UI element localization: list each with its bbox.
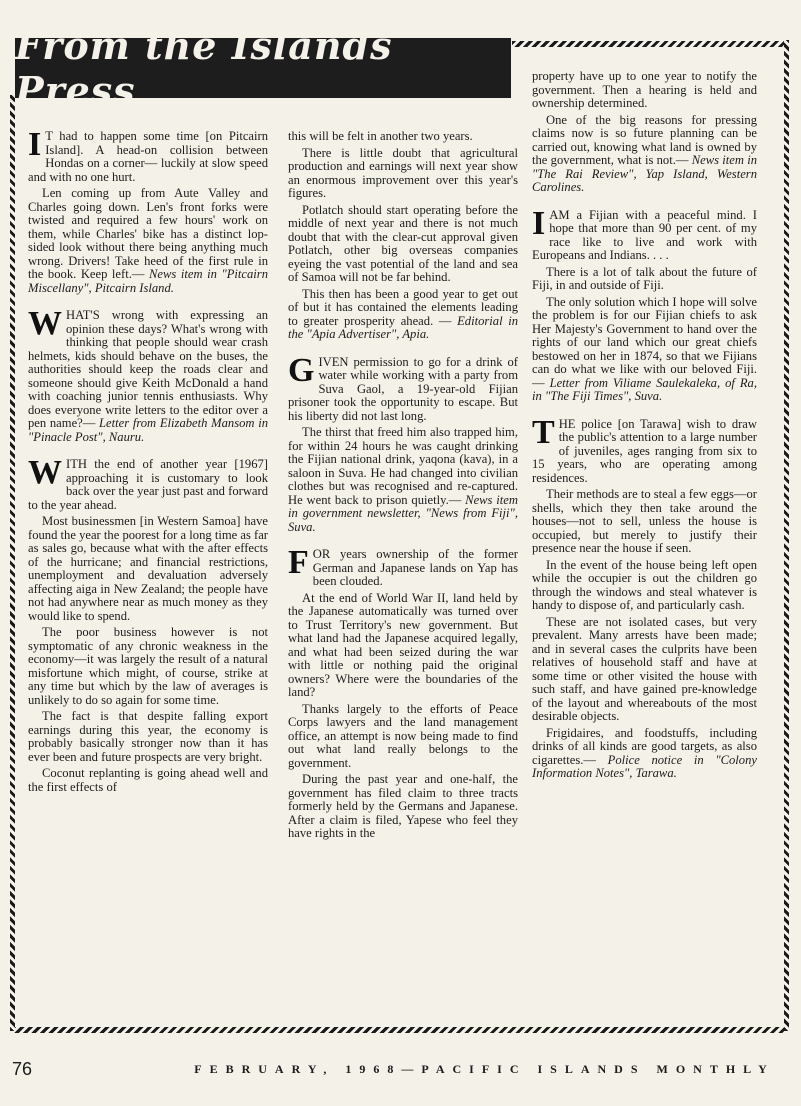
paragraph (532, 488, 757, 556)
paragraph-text: this will be felt in another two years. (288, 129, 473, 143)
drop-cap: W (28, 454, 62, 491)
paragraph-text: During the past year and one-half, the government has filed claim to three tracts formerly held by the Germans and Japanese. After a claim is filed, Yapese who feel they have rights in the (288, 772, 518, 840)
rope-border-bottom (12, 1027, 787, 1033)
paragraph (28, 305, 268, 444)
paragraph-text: There is a lot of talk about the future of Fiji, in and outside of Fiji. (532, 264, 757, 292)
paragraph (28, 626, 268, 707)
section-banner (15, 23, 511, 113)
drop-cap: I (532, 204, 546, 242)
source-credit: Editorial in the "Apia Advertiser", Apia. (288, 313, 518, 341)
paragraph-text: Thanks largely to the efforts of Peace Corps lawyers and the land management office, an attempt is now being made to find out what land really belongs to the government. (288, 701, 518, 770)
paragraph-text: IVEN permission to go for a drink of water while working with a party from Suva Gaol, a 19-year-old Fijian prisoner took the opportunity to escape. But his liberty did not last long. (288, 354, 518, 423)
source-credit: News item in government newsletter, "News from Fiji", Suva. (288, 492, 518, 534)
paragraph-text: AM a Fijian with a peaceful mind. I hope that more than 90 per cent. of my race like to live and work with Europeans and Indians. . . . (532, 207, 757, 262)
paragraph-text: At the end of World War II, land held by the Japanese automatically was turned over to Trust Territory's new government. But what land had the Japanese acquired legally, and what had been seized during the war with little or nothing paid the original owners? Where were the boundaries of the land? (288, 590, 518, 699)
paragraph-text: Coconut replanting is going ahead well and the first effects of (28, 766, 268, 794)
paragraph (532, 727, 757, 781)
paragraph (288, 703, 518, 771)
source-credit: Police notice in "Colony Information Notes", Tarawa. (532, 752, 757, 780)
drop-cap: F (288, 544, 309, 581)
paragraph (532, 413, 757, 486)
column-1 (28, 126, 269, 808)
paragraph (288, 544, 518, 589)
paragraph-text: This then has been a good year to get out of but it has contained the elements leading to greater prosperity ahead. — (288, 286, 518, 328)
news-item (532, 204, 758, 404)
paragraph-text: Most businessmen [in Western Samoa] have found the year the poorest for a long time as far as sales go, because what with the after effects of the hurricane; and financial restrictions, unemployment and devaluation adversely affecting aiga in New Zealand; the people have not had anywhere near as much money as they would like to spend. (28, 514, 268, 623)
paragraph-text: HAT'S wrong with expressing an opinion these days? What's wrong with thinking that people should wear crash helmets, kids should behave on the buses, the authorities should keep the roads clear and someone should give Keith McDonald a hand with coaching junior tennis enthusiasts. Why does everyone write letters to the editor over a pen name?— (28, 308, 268, 430)
paragraph (288, 288, 518, 342)
paragraph (532, 616, 757, 724)
paragraph-text: T had to happen some time [on Pitcairn Island]. A head-on collision between Hondas on a corner— luckily at slow speed and with no one hurt. (28, 129, 268, 184)
paragraph (532, 70, 757, 111)
paragraph-text: HE police [on Tarawa] wish to draw the public's attention to a large number of juveniles, ages ranging from six to 15 years, who are operating among residences. (532, 416, 757, 485)
news-item (28, 126, 269, 295)
news-item (532, 413, 757, 781)
paragraph (288, 351, 518, 424)
paragraph-text: The poor business however is not symptomatic of any chronic weakness in the economy—it was largely the result of a natural misfortune which might, of course, strike at any time but which by the law of averages is unlikely to do so again for some time. (28, 625, 268, 707)
paragraph (532, 114, 757, 195)
paragraph-text: There is little doubt that agricultural production and earnings will next year show an enormous improvement over this year's figures. (288, 145, 518, 200)
paragraph (288, 147, 518, 201)
paragraph (532, 296, 757, 404)
paragraph (532, 266, 757, 293)
drop-cap: G (288, 351, 315, 389)
paragraph-text: ITH the end of another year [1967] approaching it is customary to look back over the year just past and forward to the year ahead. (28, 457, 268, 512)
paragraph-text: These are not isolated cases, but very prevalent. Many arrests have been made; and in several cases the culprits have been relatives of household staff and have at some time or other visited the house with such staff, and have gained pre-knowledge of the layout and whereabouts of the most desirable objects. (532, 614, 757, 723)
news-item (532, 70, 757, 195)
news-item (288, 544, 518, 841)
paragraph (288, 130, 518, 144)
column-3 (532, 70, 757, 795)
source-credit: News item in "Pitcairn Miscellany", Pitcairn Island. (28, 267, 269, 295)
news-item (28, 454, 268, 794)
paragraph-text: Frigidaires, and foodstuffs, including drinks of all kinds are good targets, as also cigarettes.— (532, 725, 757, 767)
paragraph-text: The fact is that despite falling export earnings during this year, the economy is probably basically stronger now than it has ever been and future prospects are very bright. (28, 709, 268, 764)
paragraph-text: property have up to one year to notify the government. Then a hearing is held and ownership determined. (532, 69, 757, 110)
paragraph (28, 187, 268, 295)
page-number: 76 (12, 1058, 33, 1079)
paragraph-text: Len coming up from Aute Valley and Charles going down. Len's front forks were twisted and required a few hours' work on them, while Charles' bike has a distinct lop-sided look without there being anything much wrong. Drivers! Take heed of the first rule in the book. Keep left.— (28, 186, 268, 281)
drop-cap: T (532, 413, 555, 451)
rope-border-left (10, 95, 15, 1031)
paragraph-text: Potlatch should start operating before the middle of next year and there is not much doubt that with the clear-cut approval given Potlatch, other big overseas companies eyeing the vast potential of the land and sea of Samoa will not be far behind. (288, 202, 518, 284)
paragraph (288, 592, 518, 700)
drop-cap: I (28, 126, 42, 163)
source-credit: News item in "The Rai Review", Yap Island, Western Carolines. (532, 153, 757, 194)
banner-title: From the Islands Press (15, 23, 393, 113)
news-item (28, 305, 268, 444)
paragraph-text: Their methods are to steal a few eggs—or shells, which they then take around the houses—not to sell, unless the house is occupied, but merely to justify their presence near the house if seen. (532, 487, 757, 555)
paragraph (532, 204, 757, 263)
paragraph (288, 204, 518, 285)
paragraph (532, 559, 757, 613)
news-item (288, 351, 518, 535)
paragraph-text: The only solution which I hope will solve the problem is for our Fijian chiefs to ask Her Majesty's Government to hand over the rights of our land which our great chiefs bestowed on her in 1874, so that we Fijians can do what we like with our beloved Fiji.— (532, 294, 757, 390)
masthead: FEBRUARY, 1968—PACIFIC ISLANDS MONTHLY (194, 1061, 775, 1076)
paragraph-text: One of the big reasons for pressing claims now is so future planning can be carried out, knowing what land is owned by the government, what is not.— (532, 112, 757, 167)
source-credit: Letter from Elizabeth Mansom in "Pinacle Post", Nauru. (28, 416, 268, 444)
drop-cap: W (28, 305, 62, 342)
rope-border-top (512, 41, 787, 47)
paragraph (28, 515, 268, 623)
rope-border-right (784, 40, 789, 1031)
paragraph (28, 454, 268, 512)
news-item (288, 130, 518, 342)
paragraph-text: OR years ownership of the former German and Japanese lands on Yap has been clouded. (312, 547, 518, 588)
source-credit: Letter from Viliame Saulekaleka, of Ra, in "The Fiji Times", Suva. (532, 375, 758, 403)
paragraph (288, 426, 518, 534)
column-2 (288, 130, 518, 855)
paragraph-text: In the event of the house being left open while the occupier is out the children go through the windows and steal whatever is handy to dispose of, and particularly cash. (532, 557, 757, 612)
paragraph (288, 773, 518, 841)
paragraph (28, 126, 268, 184)
paragraph (28, 767, 268, 794)
paragraph (28, 710, 268, 764)
paragraph-text: The thirst that freed him also trapped him, for within 24 hours he was caught drinking the Fijian national drink, yaqona (kava), in a saloon in Suva. He had changed into civilian clothes but was recognised and re-captured. He went back to prison quietly.— (288, 425, 518, 507)
page-footer (12, 1058, 787, 1080)
